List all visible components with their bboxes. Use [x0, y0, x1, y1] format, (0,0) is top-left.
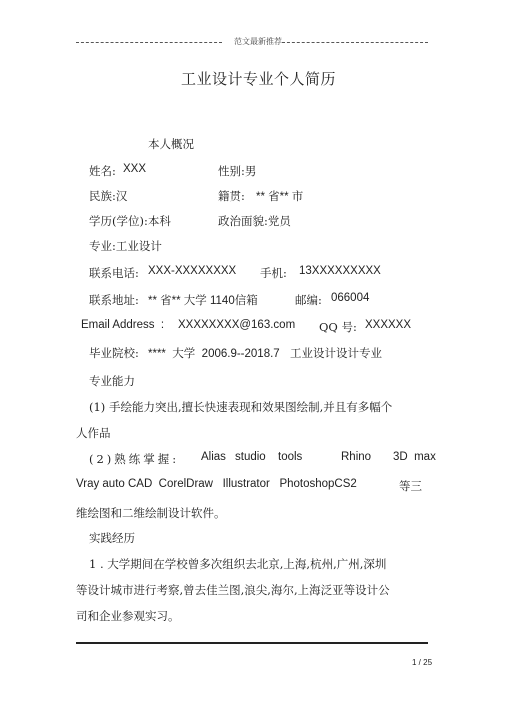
ethnicity-field: 民族:汉	[89, 189, 128, 203]
mobile-label: 手机:	[260, 266, 287, 280]
software-3dmax: 3D max	[393, 451, 436, 463]
header-label: 范文最新推荐	[234, 37, 282, 46]
section-heading-practice: 实践经历	[89, 531, 135, 545]
zip-value: 066004	[331, 292, 370, 304]
ability-item2-line2: Vray auto CAD CorelDraw Illustrator PhotoshopCS2	[76, 478, 357, 490]
politics-field: 政治面貌:党员	[218, 214, 291, 228]
zip-label: 邮编:	[295, 293, 322, 307]
major-field: 专业:工业设计	[89, 239, 162, 253]
school-major: 工业设计设计专业	[290, 346, 382, 360]
ability-item2-line2-tail: 等三	[399, 479, 422, 493]
gender-field: 性别:男	[218, 164, 257, 178]
ability-item2-line3: 维绘图和二维绘制设计软件。	[76, 506, 226, 520]
address-value: ** 省** 大学 1140信箱	[148, 295, 258, 307]
section-heading-ability: 专业能力	[89, 374, 135, 388]
footer-rule	[76, 642, 428, 644]
origin-value: ** 省** 市	[256, 191, 304, 203]
ability-item1-line1: (1) 手绘能力突出,擅长快速表现和效果图绘制,并且有多幅个	[89, 400, 393, 414]
address-label: 联系地址:	[89, 293, 139, 307]
software-rhino: Rhino	[341, 451, 372, 463]
education-field: 学历(学位):本科	[89, 214, 171, 228]
phone-label: 联系电话:	[89, 266, 139, 280]
phone-value: XXX-XXXXXXXX	[148, 265, 237, 277]
practice-item1-line3: 司和企业参观实习。	[76, 609, 180, 623]
software-alias: Alias	[201, 451, 226, 463]
practice-item1-line2: 等设计城市进行考察,曾去佳兰图,浪尖,海尔,上海泛亚等设计公	[76, 583, 390, 597]
school-value: **** 大学 2006.9--2018.7	[148, 348, 280, 360]
email-value: XXXXXXXX@163.com	[178, 319, 296, 331]
section-heading-overview: 本人概况	[148, 137, 194, 151]
mobile-value: 13XXXXXXXXX	[299, 265, 381, 277]
document-title: 工业设计专业个人简历	[181, 70, 337, 88]
name-label: 姓名:	[89, 164, 116, 178]
origin-label: 籍贯:	[218, 189, 245, 203]
name-value: XXX	[123, 163, 147, 175]
header-rule-right	[282, 42, 428, 43]
qq-label: QQ 号:	[319, 320, 357, 334]
email-label: Email Address :	[81, 319, 165, 331]
software-tools: tools	[278, 451, 303, 463]
header-rule-left	[76, 42, 222, 43]
ability-item1-line2: 人作品	[76, 426, 111, 440]
software-studio: studio	[235, 451, 266, 463]
page-number: 1 / 25	[412, 658, 433, 667]
practice-item1-line1: 1 . 大学期间在学校曾多次组织去北京,上海,杭州,广州,深圳	[89, 557, 387, 571]
qq-value: XXXXXX	[365, 319, 412, 331]
school-label: 毕业院校:	[89, 346, 139, 360]
ability-item2-prefix: (2)熟练掌握:	[89, 452, 180, 466]
